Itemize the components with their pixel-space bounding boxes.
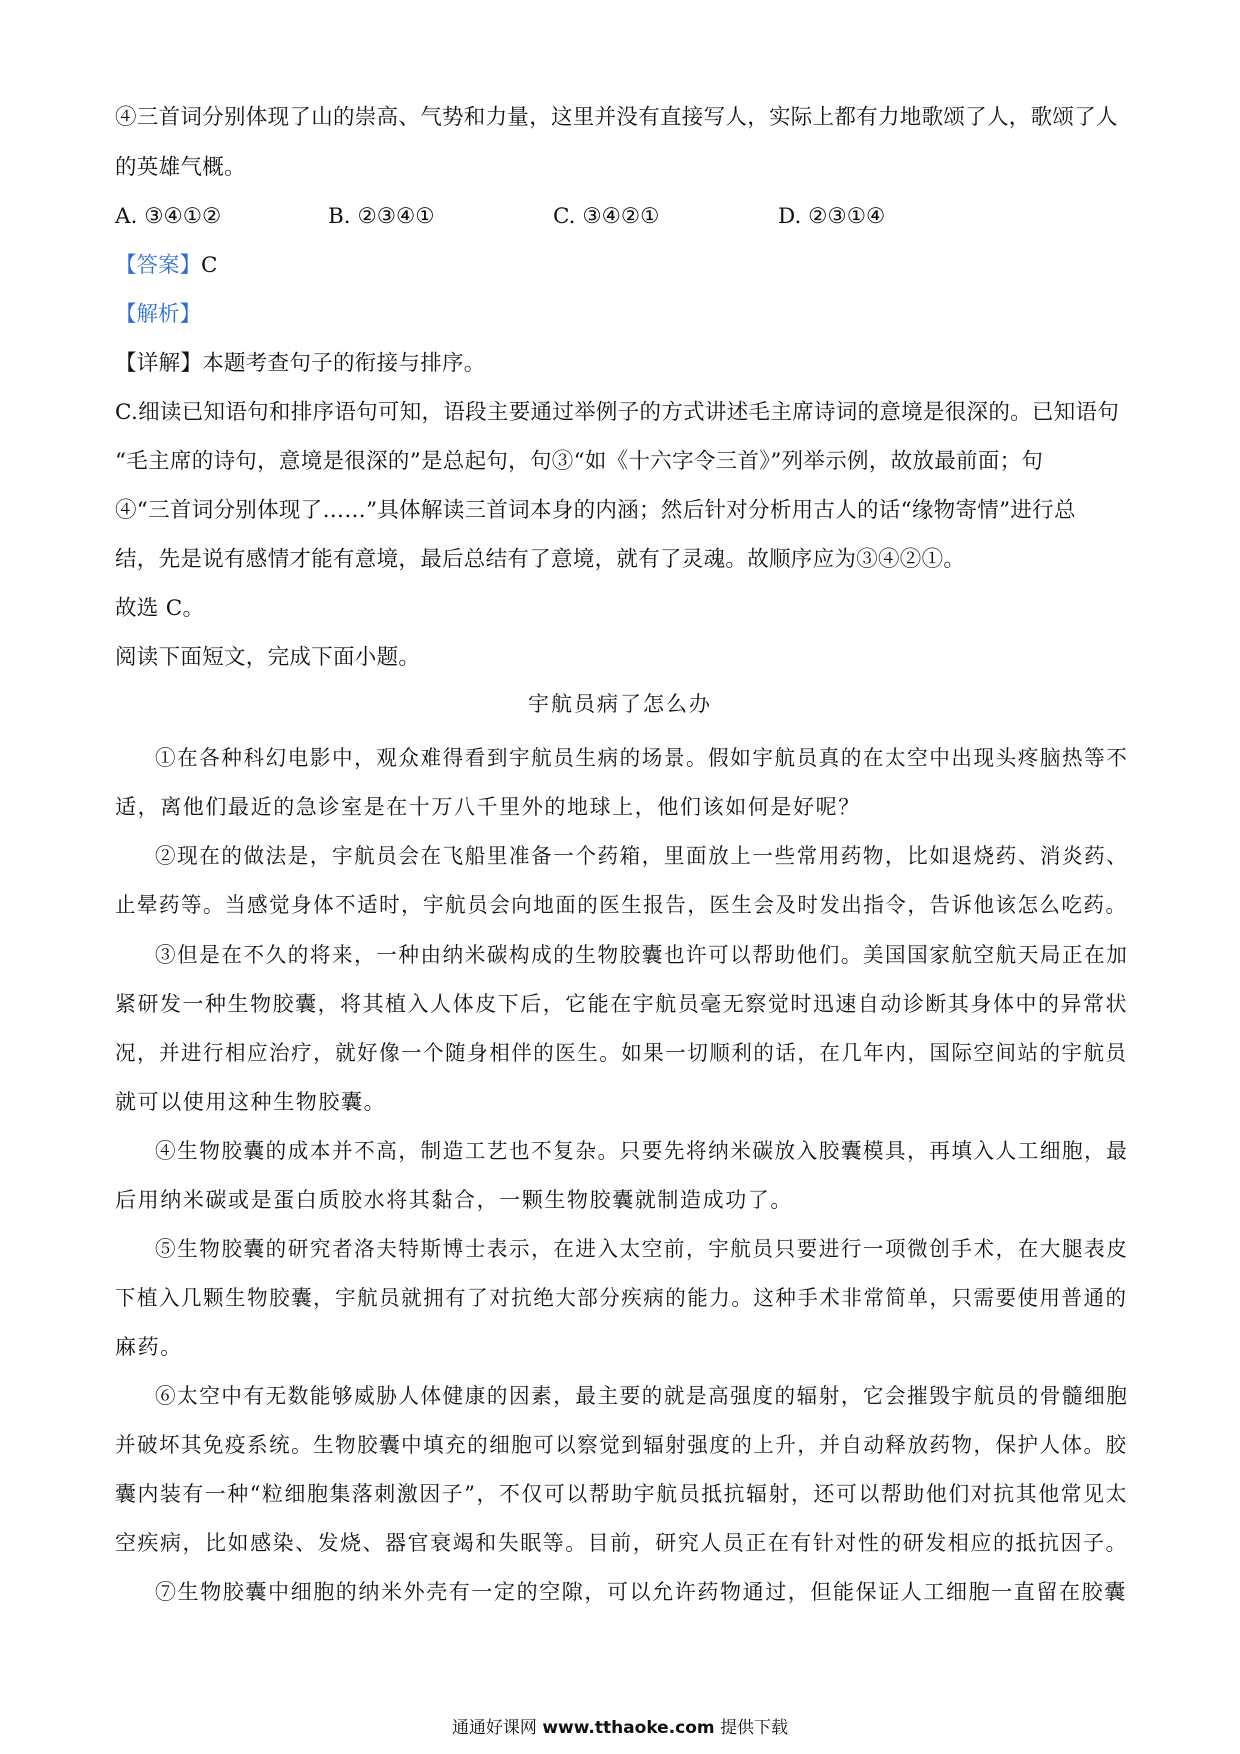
instruction-line: 阅读下面短文，完成下面小题。 — [115, 645, 421, 670]
passage-line-4: 止晕药等。当感觉身体不适时，宇航员会向地面的医生报告，医生会及时发出指令，告诉他该怎么吃药。 — [115, 893, 1128, 917]
passage-line-11: ⑤生物胶囊的研究者洛夫特斯博士表示，在进入太空前，宇航员只要进行一项微创手术，在大腿表皮 — [155, 1237, 1129, 1261]
passage-line-12: 下植入几颗生物胶囊，宇航员就拥有了对抗绝大部分疾病的能力。这种手术非常简单，只需要使用普通的 — [115, 1286, 1128, 1310]
passage-line-7: 况，并进行相应治疗，就好像一个随身相伴的医生。如果一切顺利的话，在几年内，国际空间站的宇航员 — [115, 1041, 1128, 1065]
answer-options — [115, 202, 1125, 232]
passage-line-14: ⑥太空中有无数能够威胁人体健康的因素，最主要的就是高强度的辐射，它会摧毁宇航员的骨髓细胞 — [155, 1384, 1129, 1408]
passage-line-18: ⑦生物胶囊中细胞的纳米外壳有一定的空隙，可以允许药物通过，但能保证人工细胞一直留在胶囊 — [155, 1580, 1127, 1604]
passage-title: 宇航员病了怎么办 — [528, 692, 712, 716]
answer-line — [115, 251, 217, 281]
answer-value: C — [201, 253, 218, 278]
choice-line: 故选 C。 — [115, 596, 205, 621]
detail-tag: 【详解】 — [115, 351, 203, 376]
analysis-line — [115, 300, 201, 330]
option-b: B. ②③④① — [328, 204, 435, 229]
question-line-2: 的英雄气概。 — [115, 155, 246, 180]
explanation-line-1: C.细读已知语句和排序语句可知，语段主要通过举例子的方式讲述毛主席诗词的意境是很深的。已知语句 — [115, 400, 1120, 425]
passage-line-10: 后用纳米碳或是蛋白质胶水将其黏合，一颗生物胶囊就制造成功了。 — [115, 1188, 793, 1212]
passage-line-8: 就可以使用这种生物胶囊。 — [115, 1090, 387, 1114]
analysis-tag: 【解析】 — [115, 302, 202, 327]
passage-line-5: ③但是在不久的将来，一种由纳米碳构成的生物胶囊也许可以帮助他们。美国国家航空航天局正在加 — [155, 943, 1129, 967]
detail-text: 本题考查句子的衔接与排序。 — [202, 351, 486, 376]
explanation-line-2: “毛主席的诗句，意境是很深的”是总起句，句③“如《十六字令三首》”列举示例，故放最前面；句 — [115, 449, 1044, 474]
option-c: C. ③④②① — [553, 204, 660, 229]
footer-site: 通通好课网 — [451, 1718, 537, 1738]
answer-tag: 【答案】 — [115, 253, 202, 278]
footer-suffix: 提供下载 — [720, 1718, 789, 1738]
passage-line-1: ①在各种科幻电影中，观众难得看到宇航员生病的场景。假如宇航员真的在太空中出现头疼脑热等不 — [155, 746, 1129, 770]
explanation-line-3: ④“三首词分别体现了……”具体解读三首词本身的内涵；然后针对分析用古人的话“缘物寄情”进行总 — [115, 498, 1076, 523]
question-line-1: ④三首词分别体现了山的崇高、气势和力量，这里并没有直接写人，实际上都有力地歌颂了人，歌颂了人 — [115, 105, 1118, 130]
detail-line — [115, 349, 486, 379]
passage-line-2: 适，离他们最近的急诊室是在十万八千里外的地球上，他们该如何是好呢？ — [115, 795, 861, 819]
passage-line-17: 空疾病，比如感染、发烧、器官衰竭和失眠等。目前，研究人员正在有针对性的研发相应的抵抗因子。 — [115, 1531, 1129, 1555]
passage-line-6: 紧研发一种生物胶囊，将其植入人体皮下后，它能在宇航员毫无察觉时迅速自动诊断其身体中的异常状 — [115, 992, 1129, 1016]
passage-line-15: 并破坏其免疫系统。生物胶囊中填充的细胞可以察觉到辐射强度的上升，并自动释放药物，保护人体。胶 — [115, 1433, 1128, 1457]
option-a: A. ③④①② — [115, 204, 222, 229]
passage-line-16: 囊内装有一种“粒细胞集落刺激因子”，不仅可以帮助宇航员抵抗辐射，还可以帮助他们对抗其他常见太 — [115, 1482, 1129, 1506]
passage-line-13: 麻药。 — [115, 1335, 183, 1359]
footer-url[interactable]: www.tthaoke.com — [542, 1718, 715, 1738]
passage-line-3: ②现在的做法是，宇航员会在飞船里准备一个药箱，里面放上一些常用药物，比如退烧药、消炎药、 — [155, 844, 1129, 868]
option-d: D. ②③①④ — [778, 204, 886, 229]
explanation-line-4: 结，先是说有感情才能有意境，最后总结有了意境，就有了灵魂。故顺序应为③④②①。 — [115, 547, 966, 572]
passage-line-9: ④生物胶囊的成本并不高，制造工艺也不复杂。只要先将纳米碳放入胶囊模具，再填入人工细胞，最 — [155, 1139, 1129, 1163]
page-footer — [0, 1716, 1240, 1740]
